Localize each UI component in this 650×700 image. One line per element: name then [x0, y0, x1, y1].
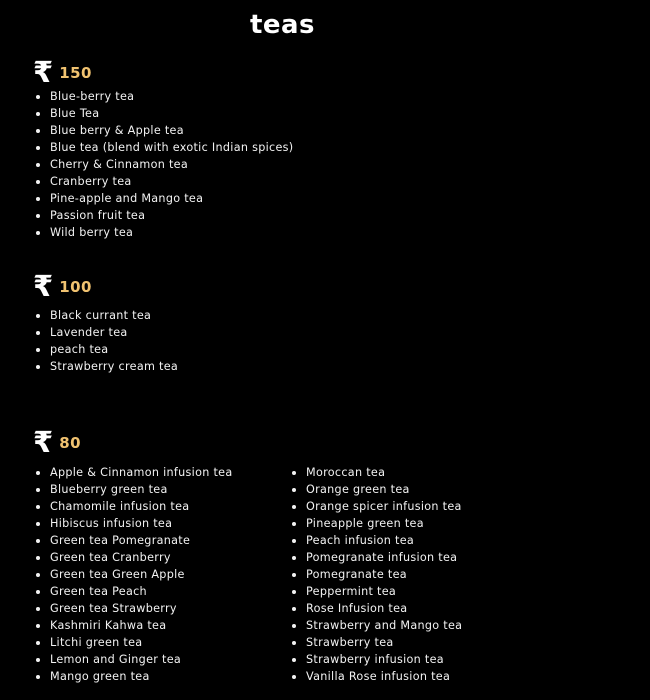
list-item: Pineapple green tea [290, 515, 462, 532]
price-value: 80 [59, 433, 82, 452]
list-item: Green tea Green Apple [34, 566, 233, 583]
tea-list-150 [34, 88, 293, 241]
list-item: Cherry & Cinnamon tea [34, 156, 293, 173]
list-item: Pomegranate tea [290, 566, 462, 583]
list-item: Pine-apple and Mango tea [34, 190, 293, 207]
price-value: 150 [59, 63, 92, 82]
price-header-150 [33, 55, 92, 89]
list-item: Lavender tea [34, 324, 178, 341]
list-item: Blue berry & Apple tea [34, 122, 293, 139]
list-item: Strawberry and Mango tea [290, 617, 462, 634]
list-item: Wild berry tea [34, 224, 293, 241]
list-item: Hibiscus infusion tea [34, 515, 233, 532]
list-item: Blueberry green tea [34, 481, 233, 498]
list-item: Mango green tea [34, 668, 233, 685]
list-item: Strawberry cream tea [34, 358, 178, 375]
list-item: Passion fruit tea [34, 207, 293, 224]
list-item: peach tea [34, 341, 178, 358]
list-item: Apple & Cinnamon infusion tea [34, 464, 233, 481]
list-item: Strawberry tea [290, 634, 462, 651]
list-item: Lemon and Ginger tea [34, 651, 233, 668]
price-header-80 [33, 425, 82, 459]
list-item: Blue Tea [34, 105, 293, 122]
list-item: Orange spicer infusion tea [290, 498, 462, 515]
tea-list-80-right [290, 464, 462, 685]
list-item: Peach infusion tea [290, 532, 462, 549]
price-header-100 [33, 269, 92, 303]
list-item: Peppermint tea [290, 583, 462, 600]
list-item: Kashmiri Kahwa tea [34, 617, 233, 634]
list-item: Green tea Cranberry [34, 549, 233, 566]
rupee-icon: ₹ [33, 269, 54, 303]
list-item: Orange green tea [290, 481, 462, 498]
list-item: Moroccan tea [290, 464, 462, 481]
list-item: Black currant tea [34, 307, 178, 324]
list-item: Green tea Pomegranate [34, 532, 233, 549]
list-item: Cranberry tea [34, 173, 293, 190]
list-item: Green tea Peach [34, 583, 233, 600]
list-item: Blue-berry tea [34, 88, 293, 105]
price-value: 100 [59, 277, 92, 296]
list-item: Chamomile infusion tea [34, 498, 233, 515]
menu-title: teas [249, 10, 316, 40]
list-item: Strawberry infusion tea [290, 651, 462, 668]
rupee-icon: ₹ [33, 55, 54, 89]
list-item: Blue tea (blend with exotic Indian spices) [34, 139, 293, 156]
list-item: Green tea Strawberry [34, 600, 233, 617]
rupee-icon: ₹ [33, 425, 54, 459]
list-item: Pomegranate infusion tea [290, 549, 462, 566]
list-item: Rose Infusion tea [290, 600, 462, 617]
list-item: Litchi green tea [34, 634, 233, 651]
list-item: Vanilla Rose infusion tea [290, 668, 462, 685]
tea-list-100 [34, 307, 178, 375]
tea-list-80-left [34, 464, 233, 685]
